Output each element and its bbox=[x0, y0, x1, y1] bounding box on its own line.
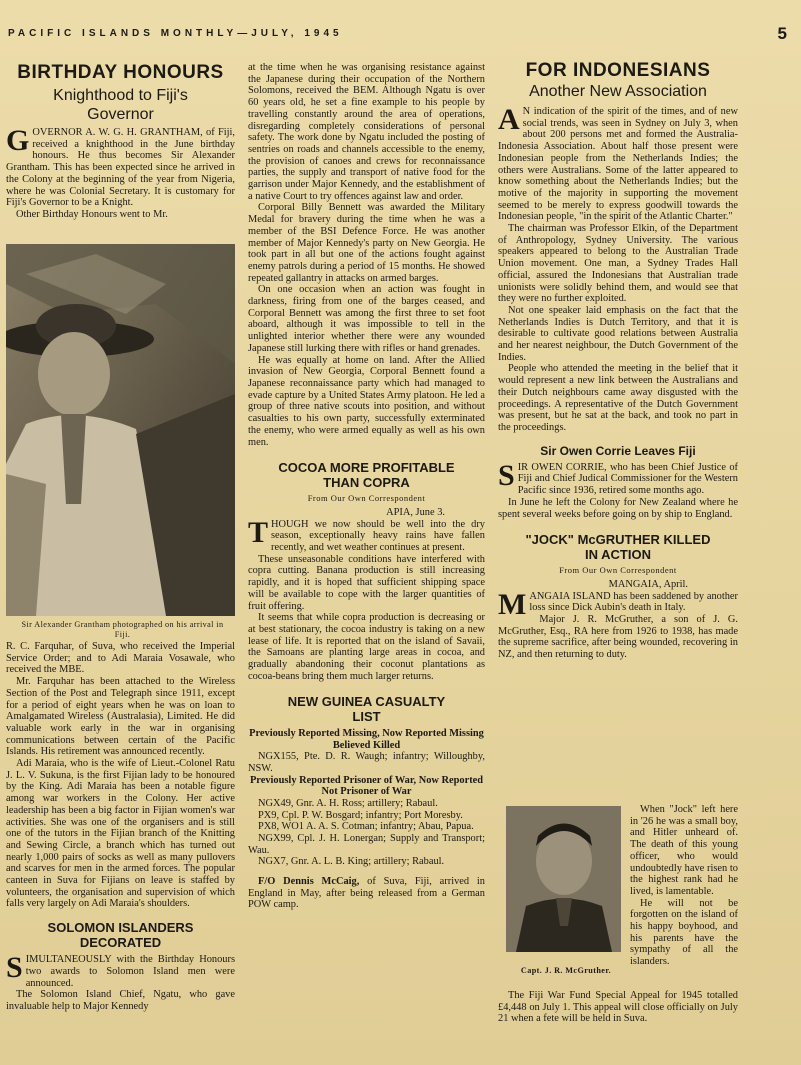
jock-para-5: The Fiji War Fund Special Appeal for 1945 totalled £4,448 on July 1. This appeal will close officially on July 21 when a fete will be held in Suva. bbox=[498, 990, 738, 1025]
solomon-para-4: Corporal Billy Bennett was awarded the Military Medal for bravery during the time when he was a member of the BSI Defence Force. He was another member of Major Kennedy's party on New Georgia. He took part in all but one of the actions fought against enemy patrols during a period of 15 months. He showed repeated gallantry in attacks on armed barges. bbox=[248, 202, 485, 284]
drop-cap: S bbox=[6, 951, 23, 985]
indonesians-title: FOR INDONESIANS bbox=[525, 60, 711, 81]
guinea-entry-5: NGX99, Cpl. J. H. Lonergan; Supply and Transport; Wau. bbox=[248, 832, 485, 856]
jock-side-column bbox=[630, 804, 738, 968]
mcgruther-portrait bbox=[506, 806, 621, 952]
column-1-lower bbox=[6, 641, 235, 1013]
cocoa-para-2: These unseasonable conditions have interfered with copra cutting. Banana production is still increasing rapidly, and it is hoped that sufficient shipping space will be available to cope with the larger quantities of fruit offering. bbox=[248, 553, 485, 612]
birthday-subtitle-1: Knighthood to Fiji's bbox=[53, 87, 188, 104]
jock-dateline: MANGAIA, April. bbox=[608, 578, 688, 590]
drop-cap: S bbox=[498, 458, 515, 492]
indonesians-subtitle: Another New Association bbox=[529, 83, 707, 100]
cocoa-para-3: It seems that while copra production is decreasing or at best stationary, the cocoa industry is taking on a new lease of life. It is reported that on the island of Savaii, the Samoans are planting large areas in cocoa, and gradually abandoning their coconut plantations as cocoa-beans bring them much larger returns. bbox=[248, 612, 485, 682]
drop-cap: A bbox=[498, 103, 520, 136]
jock-para-1: MANGAIA ISLAND has been saddened by another loss since Dick Aubin's death in Italy. bbox=[498, 587, 738, 621]
cocoa-para-1: THOUGH we now should be well into the dry season, exceptionally heavy rains have fallen recently, and wet weather continues at present. bbox=[248, 515, 485, 554]
birthday-para-5: Adi Maraia, who is the wife of Lieut.-Colonel Ratu J. L. V. Sukuna, is the first Fijian lady to be honoured by the King. Adi Maraia has been a notable figure among war workers in the Colony. Her active leadership has been a big factor in Fijian women's war activities. She was one of the organisers and is still one of the tutors in the Fijian branch of the Knitting and Sewing Circle, a branch which has turned out nearly 1,000 pairs of socks as well as many pullovers and scarves for men in the armed forces. The popular canteen in Suva for Fijians on leave is staffed by volunteers, the organisation and supervision of which falls very largely on Adi Maraia's shoulders. bbox=[6, 758, 235, 910]
birthday-para-2: Other Birthday Honours went to Mr. bbox=[16, 208, 168, 220]
jock-para-2: Major J. R. McGruther, a son of J. G. McGruther, Esq., RA here from 1926 to 1938, has made the supreme sacrifice, after being wounded, recovering in NZ, and then returning to duty. bbox=[498, 614, 738, 661]
solomon-title: SOLOMON ISLANDERS DECORATED bbox=[47, 920, 194, 951]
cocoa-title-2: THAN COPRA bbox=[323, 475, 410, 491]
guinea-entry-4: PX8, WO1 A. A. S. Cotman; infantry; Abau, Papua. bbox=[258, 821, 474, 833]
drop-cap: G bbox=[6, 124, 30, 157]
guinea-entry-3: PX9, Cpl. P. W. Bosgard; infantry; Port Moresby. bbox=[258, 809, 463, 821]
column-2 bbox=[248, 62, 485, 911]
grantham-portrait bbox=[6, 244, 235, 616]
solomon-para-3: at the time when he was organising resistance against the Japanese during their occupation of the Northern Solomons, received the BEM. Although Ngatu is over 60 years old, he set a fine example to his people by travelling constantly around the area of operations, disregarding completely considerations of personal safety. The work done by Ngatu included the posting of sentries on roads and channels accessible to the enemy, the provision of canoes and crews for reconnaissance parties, the supply and transport of native food for the garrison under Major Kennedy, and the establishment of a native Court to try offences against law and order. bbox=[248, 62, 485, 202]
column-3 bbox=[498, 60, 738, 661]
drop-cap: M bbox=[498, 587, 527, 621]
indonesians-para-3: Not one speaker laid emphasis on the fact that the Netherlands Indies is Dutch Territory, and that it is desirable to cultivate good relations between Australia and her nearest neighbour, the Dutch Government of the Indies. bbox=[498, 304, 738, 363]
page-number: 5 bbox=[777, 24, 787, 43]
guinea-entry-1: NGX155, Pte. D. R. Waugh; infantry; Willoughby, NSW. bbox=[248, 751, 485, 775]
solomon-para-6: He was equally at home on land. After the Allied invasion of New Georgia, Corporal Bennett found a Japanese reconnaissance party which had managed to evade capture by a United States Army platoon. He led a group of three native scouts into position, and without casualties to his own party, successfully exterminated the enemy, who were armed equally as well as his own men. bbox=[248, 354, 485, 448]
guinea-title-1: NEW GUINEA CASUALTY bbox=[287, 694, 446, 710]
column-1 bbox=[6, 62, 235, 221]
mcgruther-photo bbox=[506, 806, 621, 952]
guinea-title-2: LIST bbox=[352, 709, 381, 725]
birthday-para-3: R. C. Farquhar, of Suva, who received the Imperial Service Order; and to Adi Maraia Vosawale, who received the MBE. bbox=[6, 641, 235, 676]
indonesians-para-4: People who attended the meeting in the belief that it would represent a new link between the Australians and their Dutch neighbours came away disgusted with the proceedings. A representative of the Dutch Government was present, but he sat at the back, and took no part in the proceedings. bbox=[498, 363, 738, 433]
guinea-entry-6: NGX7, Gnr. A. L. B. King; artillery; Rabaul. bbox=[258, 856, 445, 868]
guinea-subhead-2: Previously Reported Prisoner of War, Now Reported Not Prisoner of War bbox=[249, 774, 484, 798]
drop-cap: T bbox=[248, 515, 269, 549]
grantham-photo bbox=[6, 244, 235, 616]
fo-mccaig-note: F/O Dennis McCaig, of Suva, Fiji, arrived in England in May, after being released from a German POW camp. bbox=[248, 876, 485, 911]
indonesians-para-2: The chairman was Professor Elkin, of the Department of Anthropology, Sydney University. The various speakers appeared to belong to the Australian Trade Union movement. One man, a Sydney Trades Hall official, assured the Indonesians that Australian trade unionists were solidly behind them, and would see that they were no further exploited. bbox=[498, 223, 738, 305]
jock-para-3: When "Jock" left here in '26 he was a small boy, and Hitler unheard of. The death of this young officer, who would undoubtedly have risen to the highest rank had he lived, is lamentable. bbox=[630, 804, 738, 897]
birthday-para-4: Mr. Farquhar has been attached to the Wireless Section of the Post and Telegraph since 1911, except for a period of eight years when he was on loan to Amalgamated Wireless (Australasia), Limited. He did valuable work early in the war in organising communications between certain of the Pacific Islands. His retirement was announced recently. bbox=[6, 676, 235, 758]
jock-para-4: He will not be forgotten on the island of his happy boyhood, and his parents have the sympathy of all the islanders. bbox=[630, 897, 738, 968]
jock-title-2: IN ACTION bbox=[585, 547, 651, 563]
cocoa-title-1: COCOA MORE PROFITABLE bbox=[278, 460, 455, 476]
page-header bbox=[8, 24, 793, 44]
jock-byline: From Our Own Correspondent bbox=[559, 565, 677, 576]
cocoa-dateline: APIA, June 3. bbox=[386, 506, 445, 518]
grantham-caption: Sir Alexander Grantham photographed on his arrival in Fiji. bbox=[21, 620, 224, 639]
masthead: PACIFIC ISLANDS MONTHLY—JULY, 1945 bbox=[8, 28, 343, 39]
cocoa-byline: From Our Own Correspondent bbox=[307, 493, 426, 504]
jock-title-1: "JOCK" McGRUTHER KILLED bbox=[525, 532, 711, 548]
birthday-title: BIRTHDAY HONOURS bbox=[17, 62, 224, 83]
indonesians-para-1: A N indication of the spirit of the times, and of new social trends, was seen in Sydney on July 3, when about 200 persons met and formed the Australia-Indonesia Association. About half those present were Indonesian people from the Netherlands Indies; the others were Australians. Some of the latter appeared to know something about the Netherlands Indies; but the motive of the majority in supporting the movement seemed to be merely to express goodwill towards the Indonesian people, "in the spirit of the Atlantic Charter." bbox=[498, 103, 738, 223]
solomon-para-5: On one occasion when an action was fought in darkness, firing from one of the barges ceased, and Corporal Bennett was among the first three to set foot aboard, although it was impossible to tell in the unlighted interior whether there were any wounded Japanese still lurking there with rifles or hand grenades. bbox=[248, 284, 485, 354]
solomon-para-2: The Solomon Island Chief, Ngatu, who gave invaluable help to Major Kennedy bbox=[6, 989, 235, 1012]
solomon-para-1: SIMULTANEOUSLY with the Birthday Honours two awards to Solomon Island men were announced. bbox=[6, 951, 235, 989]
birthday-para-1: GOVERNOR A. W. G. H. GRANTHAM, of Fiji, received a knighthood in the June birthday honours. He thus becomes Sir Alexander Grantham. This has been expected since he arrived in the Colony at the beginning of the year from Nigeria, where he was Colonial Secretary. It is customary for Fiji's Governor to be a Knight. bbox=[6, 124, 235, 209]
guinea-subhead-1: Previously Reported Missing, Now Reported Missing Believed Killed bbox=[249, 728, 484, 751]
corrie-para-1: SIR OWEN CORRIE, who has been Chief Justice of Fiji and Chief Judical Commissioner for the Western Pacific since 1936, retired some months ago. bbox=[498, 458, 738, 497]
corrie-title: Sir Owen Corrie Leaves Fiji bbox=[540, 443, 696, 458]
corrie-para-2: In June he left the Colony for New Zealand where he spent several weeks before going on by ship to England. bbox=[498, 496, 738, 520]
birthday-subtitle-2: Governor bbox=[87, 106, 154, 123]
guinea-entry-2: NGX49, Gnr. A. H. Ross; artillery; Rabaul. bbox=[258, 797, 438, 809]
column-3-bottom bbox=[498, 990, 738, 1025]
mcgruther-caption: Capt. J. R. McGruther. bbox=[520, 966, 612, 975]
